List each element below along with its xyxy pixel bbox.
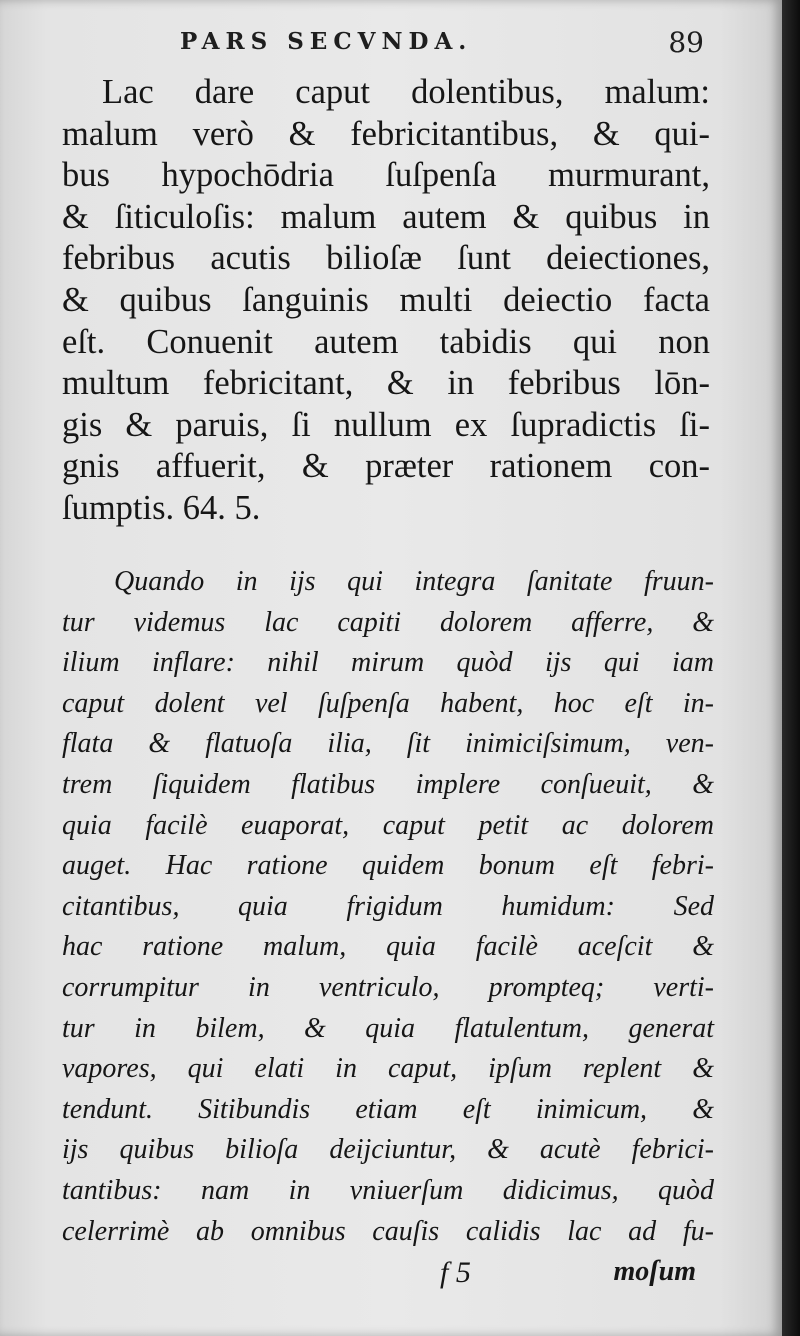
aphorism-line: & ſiticuloſis: malum autem & quibus in <box>62 197 710 236</box>
commentary-line: tendunt. Sitibundis etiam eſt inimicum, & <box>62 1093 714 1125</box>
commentary-line: tantibus: nam in vniuerſum didicimus, quòd <box>62 1174 714 1206</box>
commentary-line: quia facilè euaporat, caput petit ac dolorem <box>62 809 714 841</box>
commentary-text <box>62 562 714 1252</box>
commentary-line: corrumpitur in ventriculo, prompteq; verti- <box>62 971 714 1003</box>
signature-mark: f 5 <box>440 1256 471 1289</box>
aphorism-line: febribus acutis bilioſæ ſunt deiectiones, <box>62 239 710 278</box>
commentary-line: flata & flatuoſa ilia, ſit inimiciſsimum, ven- <box>62 728 714 760</box>
commentary-line: tur videmus lac capiti dolorem afferre, & <box>62 606 714 638</box>
aphorism-line: Lac dare caput dolentibus, malum: <box>102 73 710 111</box>
commentary-line: trem ſiquidem flatibus implere conſueuit, & <box>62 768 714 800</box>
commentary-line: Quando in ijs qui integra ſanitate fruun- <box>114 566 714 597</box>
catchword: moſum <box>613 1256 696 1287</box>
page-edge-shadow <box>782 0 800 1336</box>
running-head: PARS SECVNDA. <box>180 28 473 55</box>
commentary-line: caput dolent vel ſuſpenſa habent, hoc eſt in- <box>62 687 714 719</box>
aphorism-line: gis & paruis, ſi nullum ex ſupradictis ſi- <box>62 405 710 444</box>
commentary-line: ilium inflare: nihil mirum quòd ijs qui iam <box>62 647 714 679</box>
commentary-line: vapores, qui elati in caput, ipſum replent & <box>62 1053 714 1085</box>
page-number: 89 <box>668 26 704 59</box>
commentary-line: celerrimè ab omnibus cauſis calidis lac ad fu- <box>62 1215 714 1247</box>
commentary-line: citantibus, quia frigidum humidum: Sed <box>62 890 714 922</box>
aphorism-line: bus hypochōdria ſuſpenſa murmurant, <box>62 156 710 195</box>
aphorism-line: & quibus ſanguinis multi deiectio facta <box>62 280 710 319</box>
aphorism-text <box>62 72 710 530</box>
aphorism-line: multum febricitant, & in febribus lōn- <box>62 364 710 403</box>
aphorism-line: eſt. Conuenit autem tabidis qui non <box>62 322 710 361</box>
aphorism-line: gnis affuerit, & præter rationem con- <box>62 447 710 486</box>
aphorism-line: ſumptis. 64. 5. <box>62 488 261 527</box>
commentary-line: ijs quibus bilioſa deijciuntur, & acutè febrici- <box>62 1134 714 1166</box>
commentary-line: hac ratione malum, quia facilè aceſcit & <box>62 931 714 963</box>
aphorism-line: malum verò & febricitantibus, & qui- <box>62 114 710 153</box>
commentary-line: tur in bilem, & quia flatulentum, generat <box>62 1012 714 1044</box>
commentary-line: auget. Hac ratione quidem bonum eſt febri- <box>62 850 714 882</box>
